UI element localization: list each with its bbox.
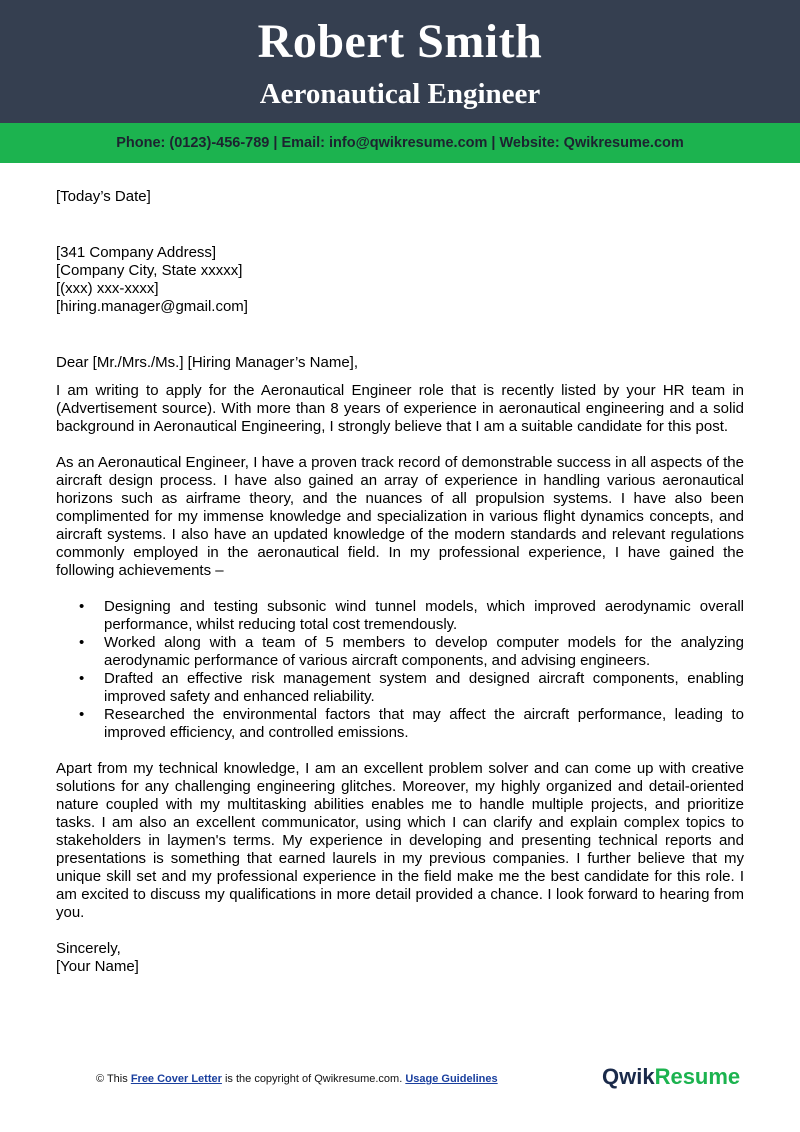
letter-date: [Today’s Date]: [56, 188, 151, 205]
address-line: [Company City, State xxxxx]: [56, 262, 243, 279]
list-item: • Researched the environmental factors that may affect the aircraft performance, leading to improved efficiency, and controlled emissions.: [104, 706, 744, 742]
address-line: [341 Company Address]: [56, 244, 217, 261]
address-line: [hiring.manager@gmail.com]: [56, 298, 248, 315]
salutation: Dear [Mr./Mrs./Ms.] [Hiring Manager’s Name],: [56, 354, 359, 371]
paragraph-intro: I am writing to apply for the Aeronautical Engineer role that is recently listed by your HR team in (Advertisement source). With more than 8 years of experience in aeronautical engineering and a solid background in Aeronautical Engineering, I strongly believe that I am a suitable candidate for this post.: [56, 382, 744, 435]
closing: Sincerely,: [56, 940, 121, 957]
paragraph-closing: Apart from my technical knowledge, I am an excellent problem solver and can come up with creative solutions for any challenging engineering glitches. Moreover, my highly organized and detail-oriented nature coupled with my multitasking abilities enables me to handle multiple projects, and prioritize tasks. I am also an excellent communicator, using which I can clarify and explain complex topics to stakeholders in laymen's terms. My experience in developing and presenting technical reports and presentations is something that earned laurels in my previous companies. I further believe that my unique skill set and my professional experience in the field make me the best candidate for this role. I am excited to discuss my qualifications in more detail provided a chance. I look forward to hearing from you.: [56, 760, 744, 921]
free-cover-letter-link[interactable]: Free Cover Letter: [130, 1073, 222, 1085]
list-item: • Worked along with a team of 5 members to develop computer models for the analyzing aerodynamic performance of various aircraft components, and advising engineers.: [104, 634, 744, 670]
qwikresume-logo[interactable]: [602, 1064, 740, 1090]
achievements-list: [56, 598, 744, 742]
footer-copyright: [96, 1072, 498, 1086]
candidate-name: Robert Smith: [257, 15, 543, 68]
letter-body: [56, 188, 744, 976]
address-line: [(xxx) xxx-xxxx]: [56, 280, 159, 297]
signature: [Your Name]: [56, 958, 139, 975]
job-title: Aeronautical Engineer: [259, 78, 541, 110]
contact-info-bar: Phone: (0123)-456-789 | Email: info@qwikresume.com | Website: Qwikresume.com: [0, 123, 800, 163]
footer-middle: is the copyright of Qwikresume.com.: [224, 1073, 403, 1085]
list-item: • Designing and testing subsonic wind tunnel models, which improved aerodynamic overall performance, whilst reducing total cost tremendously.: [104, 598, 744, 634]
logo-part-resume: Resume: [654, 1064, 741, 1089]
header-banner: [0, 0, 800, 123]
list-item: • Drafted an effective risk management system and designed aircraft components, enabling improved safety and enhanced reliability.: [104, 670, 744, 706]
footer-prefix: © This: [96, 1073, 128, 1085]
logo-part-qwik: Qwik: [602, 1064, 655, 1089]
paragraph-experience: As an Aeronautical Engineer, I have a proven track record of demonstrable success in all aspects of the aircraft design process. I have also gained an array of experience in handling various aeronautical horizons such as airframe theory, and the nuances of all propulsion systems. I have also been complimented for my immense knowledge and specialization in various flight dynamics concepts, and aircraft systems. I also have an updated knowledge of the modern standards and relevant regulations commonly employed in the aeronautical field. In my professional experience, I have gained the following achievements –: [56, 454, 744, 579]
usage-guidelines-link[interactable]: Usage Guidelines: [405, 1073, 498, 1085]
